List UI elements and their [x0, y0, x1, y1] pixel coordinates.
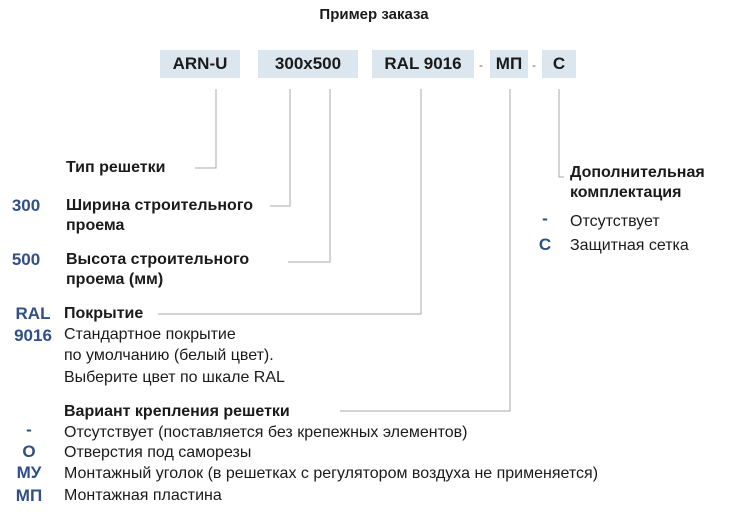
mounting-option: Отсутствует (поставляется без крепежных элементов): [64, 424, 468, 441]
connector-extra: [559, 89, 564, 177]
connector-type: [195, 89, 216, 168]
mounting-code: МП: [15, 486, 43, 505]
page-title: Пример заказа: [319, 6, 429, 23]
extra-code: С: [538, 235, 552, 254]
order-code-size: 300x500: [258, 50, 358, 78]
separator-dash: -: [532, 58, 536, 72]
order-code-type: ARN-U: [160, 50, 240, 78]
mounting-label: Вариант крепления решетки: [64, 403, 290, 420]
coating-desc-line1: Стандартное покрытие: [64, 326, 236, 343]
separator-dash: -: [479, 58, 483, 72]
connector-height: [288, 89, 330, 262]
height-code: 500: [11, 250, 41, 269]
order-code-extra: С: [542, 50, 576, 78]
coating-code-line1: RAL: [15, 304, 51, 323]
coating-desc-line2: по умолчанию (белый цвет).: [64, 347, 274, 364]
extra-option: Защитная сетка: [570, 237, 689, 254]
mounting-code: -: [26, 420, 32, 439]
width-label-line1: Ширина строительного: [66, 197, 254, 214]
order-code-mounting: МП: [490, 50, 528, 78]
coating-label: Покрытие: [64, 305, 144, 322]
extra-code: -: [542, 209, 548, 228]
type-label: Тип решетки: [66, 159, 166, 176]
height-label-line1: Высота строительного: [66, 251, 250, 268]
mounting-option: Монтажная пластина: [64, 487, 222, 504]
coating-code-line2: 9016: [14, 326, 52, 345]
extra-label-line2: комплектация: [570, 184, 682, 201]
height-label-line2: проема (мм): [66, 271, 164, 288]
extra-label-line1: Дополнительная: [570, 164, 705, 181]
mounting-code: МУ: [16, 463, 42, 482]
mounting-option: Монтажный уголок (в решетках с регулятором воздуха не применяется): [64, 465, 599, 482]
connector-mounting: [340, 89, 510, 411]
width-label-line2: проема: [66, 217, 125, 234]
connector-width: [270, 89, 290, 206]
mounting-code: О: [22, 442, 36, 461]
width-code: 300: [11, 196, 41, 215]
coating-desc-line3: Выберите цвет по шкале RAL: [64, 369, 285, 386]
extra-option: Отсутствует: [570, 213, 660, 230]
order-code-coating: RAL 9016: [372, 50, 474, 78]
mounting-option: Отверстия под саморезы: [64, 444, 252, 461]
